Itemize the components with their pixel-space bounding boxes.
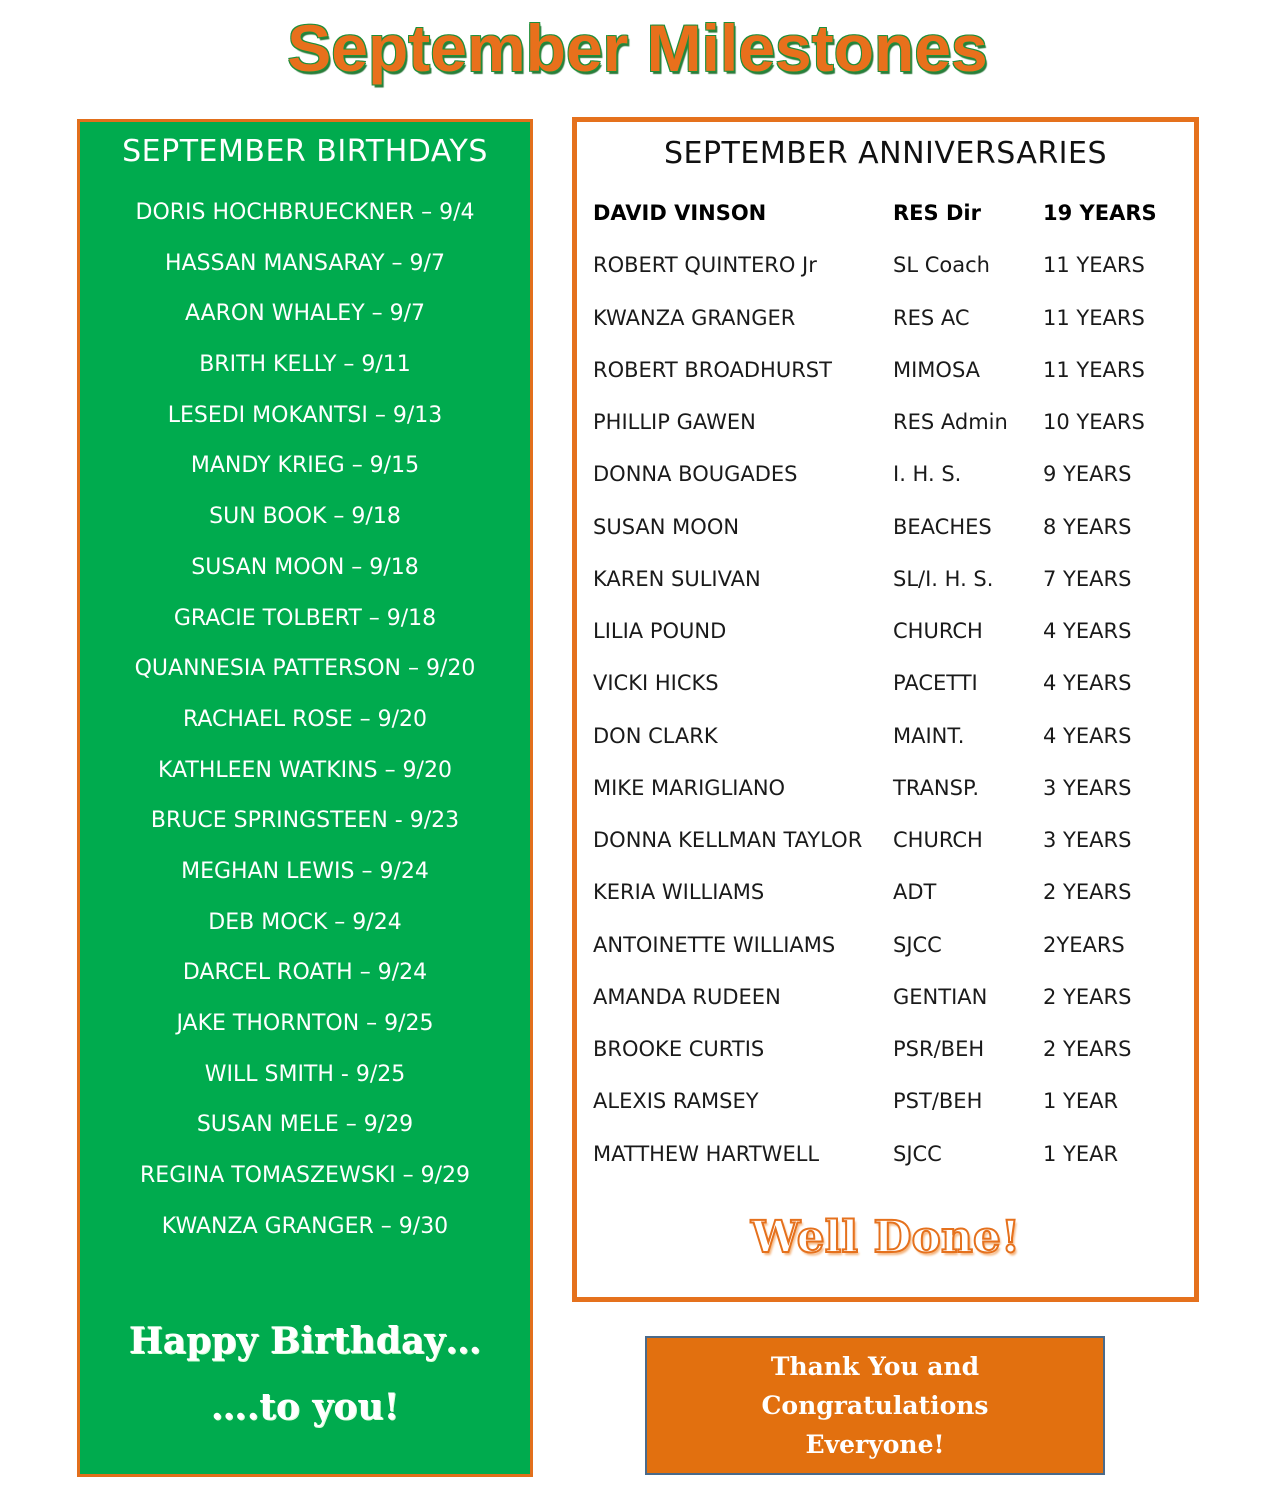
- thanks-line2: Congratulations: [761, 1391, 989, 1420]
- thanks-line3: Everyone!: [805, 1430, 945, 1459]
- anniversary-years: 4 YEARS: [1043, 671, 1132, 696]
- anniversary-years: 11 YEARS: [1043, 357, 1145, 382]
- anniversary-dept: PST/BEH: [893, 1089, 983, 1114]
- birthday-item: QUANNESIA PATTERSON – 9/20: [134, 656, 476, 682]
- birthday-greeting-line1: Happy Birthday…: [128, 1320, 482, 1362]
- anniversary-dept: RES Dir: [893, 201, 981, 225]
- birthday-item: RACHAEL ROSE – 9/20: [182, 706, 428, 732]
- birthday-item: MEGHAN LEWIS – 9/24: [181, 858, 429, 884]
- anniversary-name: ANTOINETTE WILLIAMS: [593, 932, 836, 957]
- birthday-item: KATHLEEN WATKINS – 9/20: [158, 757, 452, 783]
- anniversary-years: 10 YEARS: [1043, 410, 1145, 434]
- anniversary-years: 2 YEARS: [1043, 1037, 1132, 1061]
- birthdays-heading: SEPTEMBER BIRTHDAYS: [122, 134, 488, 169]
- anniversary-dept: PSR/BEH: [893, 1037, 985, 1061]
- anniversary-dept: MIMOSA: [893, 357, 981, 382]
- anniversary-name: DONNA BOUGADES: [593, 462, 798, 487]
- birthday-item: HASSAN MANSARAY – 9/7: [165, 250, 445, 276]
- anniversary-name: KWANZA GRANGER: [593, 305, 796, 330]
- anniversary-name: MATTHEW HARTWELL: [593, 1141, 820, 1166]
- birthday-item: SUSAN MELE – 9/29: [196, 1112, 414, 1138]
- anniversary-years: 11 YEARS: [1043, 253, 1145, 278]
- anniversary-dept: RES Admin: [893, 410, 1008, 434]
- anniversary-dept: CHURCH: [893, 619, 983, 643]
- anniversary-years: 4 YEARS: [1043, 723, 1132, 748]
- anniversary-name: DON CLARK: [593, 723, 718, 748]
- anniversary-name: ALEXIS RAMSEY: [593, 1089, 759, 1114]
- anniversary-name: BROOKE CURTIS: [593, 1037, 765, 1061]
- anniversary-name: PHILLIP GAWEN: [593, 410, 756, 434]
- anniversary-dept: SJCC: [893, 932, 942, 957]
- anniversaries-heading: SEPTEMBER ANNIVERSARIES: [663, 136, 1108, 171]
- anniversary-years: 8 YEARS: [1043, 514, 1132, 539]
- thanks-line1: Thank You and: [770, 1352, 980, 1381]
- anniversary-name: LILIA POUND: [593, 619, 727, 643]
- anniversary-name: DONNA KELLMAN TAYLOR: [593, 828, 863, 852]
- birthday-item: GRACIE TOLBERT – 9/18: [173, 605, 437, 631]
- anniversary-years: 2 YEARS: [1043, 984, 1132, 1009]
- anniversary-years: 3 YEARS: [1043, 828, 1132, 852]
- anniversary-name: DAVID VINSON: [593, 201, 767, 225]
- birthday-item: AARON WHALEY – 9/7: [184, 301, 426, 327]
- birthday-item: WILL SMITH - 9/25: [204, 1061, 406, 1087]
- anniversary-years: 7 YEARS: [1043, 566, 1132, 591]
- anniversary-dept: BEACHES: [893, 514, 992, 539]
- birthday-item: BRUCE SPRINGSTEEN - 9/23: [150, 808, 460, 834]
- anniversary-dept: SL Coach: [893, 253, 990, 278]
- anniversary-dept: I. H. S.: [893, 462, 962, 487]
- anniversary-years: 3 YEARS: [1043, 775, 1132, 800]
- well-done-text: Well Done!: [750, 1212, 1021, 1263]
- anniversary-dept: GENTIAN: [893, 984, 988, 1009]
- birthday-item: JAKE THORNTON – 9/25: [176, 1011, 434, 1036]
- anniversary-years: 1 YEAR: [1043, 1089, 1119, 1114]
- birthdays-list: [80, 198, 530, 1262]
- thanks-box: [645, 1336, 1105, 1475]
- birthday-item: BRITH KELLY – 9/11: [199, 352, 411, 378]
- birthday-item: SUN BOOK – 9/18: [209, 504, 401, 530]
- anniversary-dept: SJCC: [893, 1141, 942, 1166]
- anniversary-years: 4 YEARS: [1043, 619, 1132, 643]
- anniversary-years: 2 YEARS: [1043, 880, 1132, 905]
- anniversary-name: AMANDA RUDEEN: [593, 984, 781, 1009]
- anniversary-name: VICKI HICKS: [593, 671, 719, 696]
- page-title: September Milestones: [287, 11, 988, 85]
- anniversary-name: ROBERT BROADHURST: [593, 357, 832, 382]
- anniversary-years: 2YEARS: [1043, 932, 1125, 957]
- anniversaries-panel: [572, 117, 1199, 1302]
- birthday-item: DARCEL ROATH – 9/24: [182, 960, 428, 986]
- anniversary-years: 9 YEARS: [1043, 462, 1132, 487]
- birthday-item: LESEDI MOKANTSI – 9/13: [167, 402, 443, 428]
- anniversary-years: 19 YEARS: [1043, 201, 1157, 225]
- anniversary-name: KAREN SULIVAN: [593, 566, 761, 591]
- birthday-item: KWANZA GRANGER – 9/30: [161, 1213, 449, 1239]
- anniversary-dept: RES AC: [893, 305, 970, 330]
- birthday-item: MANDY KRIEG – 9/15: [190, 453, 420, 479]
- anniversary-name: SUSAN MOON: [593, 514, 740, 539]
- birthday-greeting-line2: ….to you!: [210, 1386, 400, 1428]
- anniversary-years: 1 YEAR: [1043, 1141, 1119, 1166]
- birthday-item: DORIS HOCHBRUECKNER – 9/4: [135, 200, 475, 225]
- birthday-item: SUSAN MOON – 9/18: [191, 554, 419, 580]
- birthday-item: REGINA TOMASZEWSKI – 9/29: [140, 1163, 470, 1189]
- anniversary-name: KERIA WILLIAMS: [593, 880, 765, 905]
- anniversary-dept: TRANSP.: [893, 775, 980, 800]
- anniversary-dept: CHURCH: [893, 828, 983, 852]
- anniversary-dept: SL/I. H. S.: [893, 566, 994, 591]
- anniversary-name: MIKE MARIGLIANO: [593, 775, 786, 800]
- anniversary-years: 11 YEARS: [1043, 305, 1145, 330]
- anniversary-dept: MAINT.: [893, 723, 965, 748]
- anniversary-name: ROBERT QUINTERO Jr: [593, 253, 817, 278]
- birthday-item: DEB MOCK – 9/24: [208, 909, 402, 935]
- anniversary-dept: ADT: [893, 880, 937, 905]
- anniversary-dept: PACETTI: [893, 671, 978, 696]
- birthdays-panel: [77, 119, 533, 1477]
